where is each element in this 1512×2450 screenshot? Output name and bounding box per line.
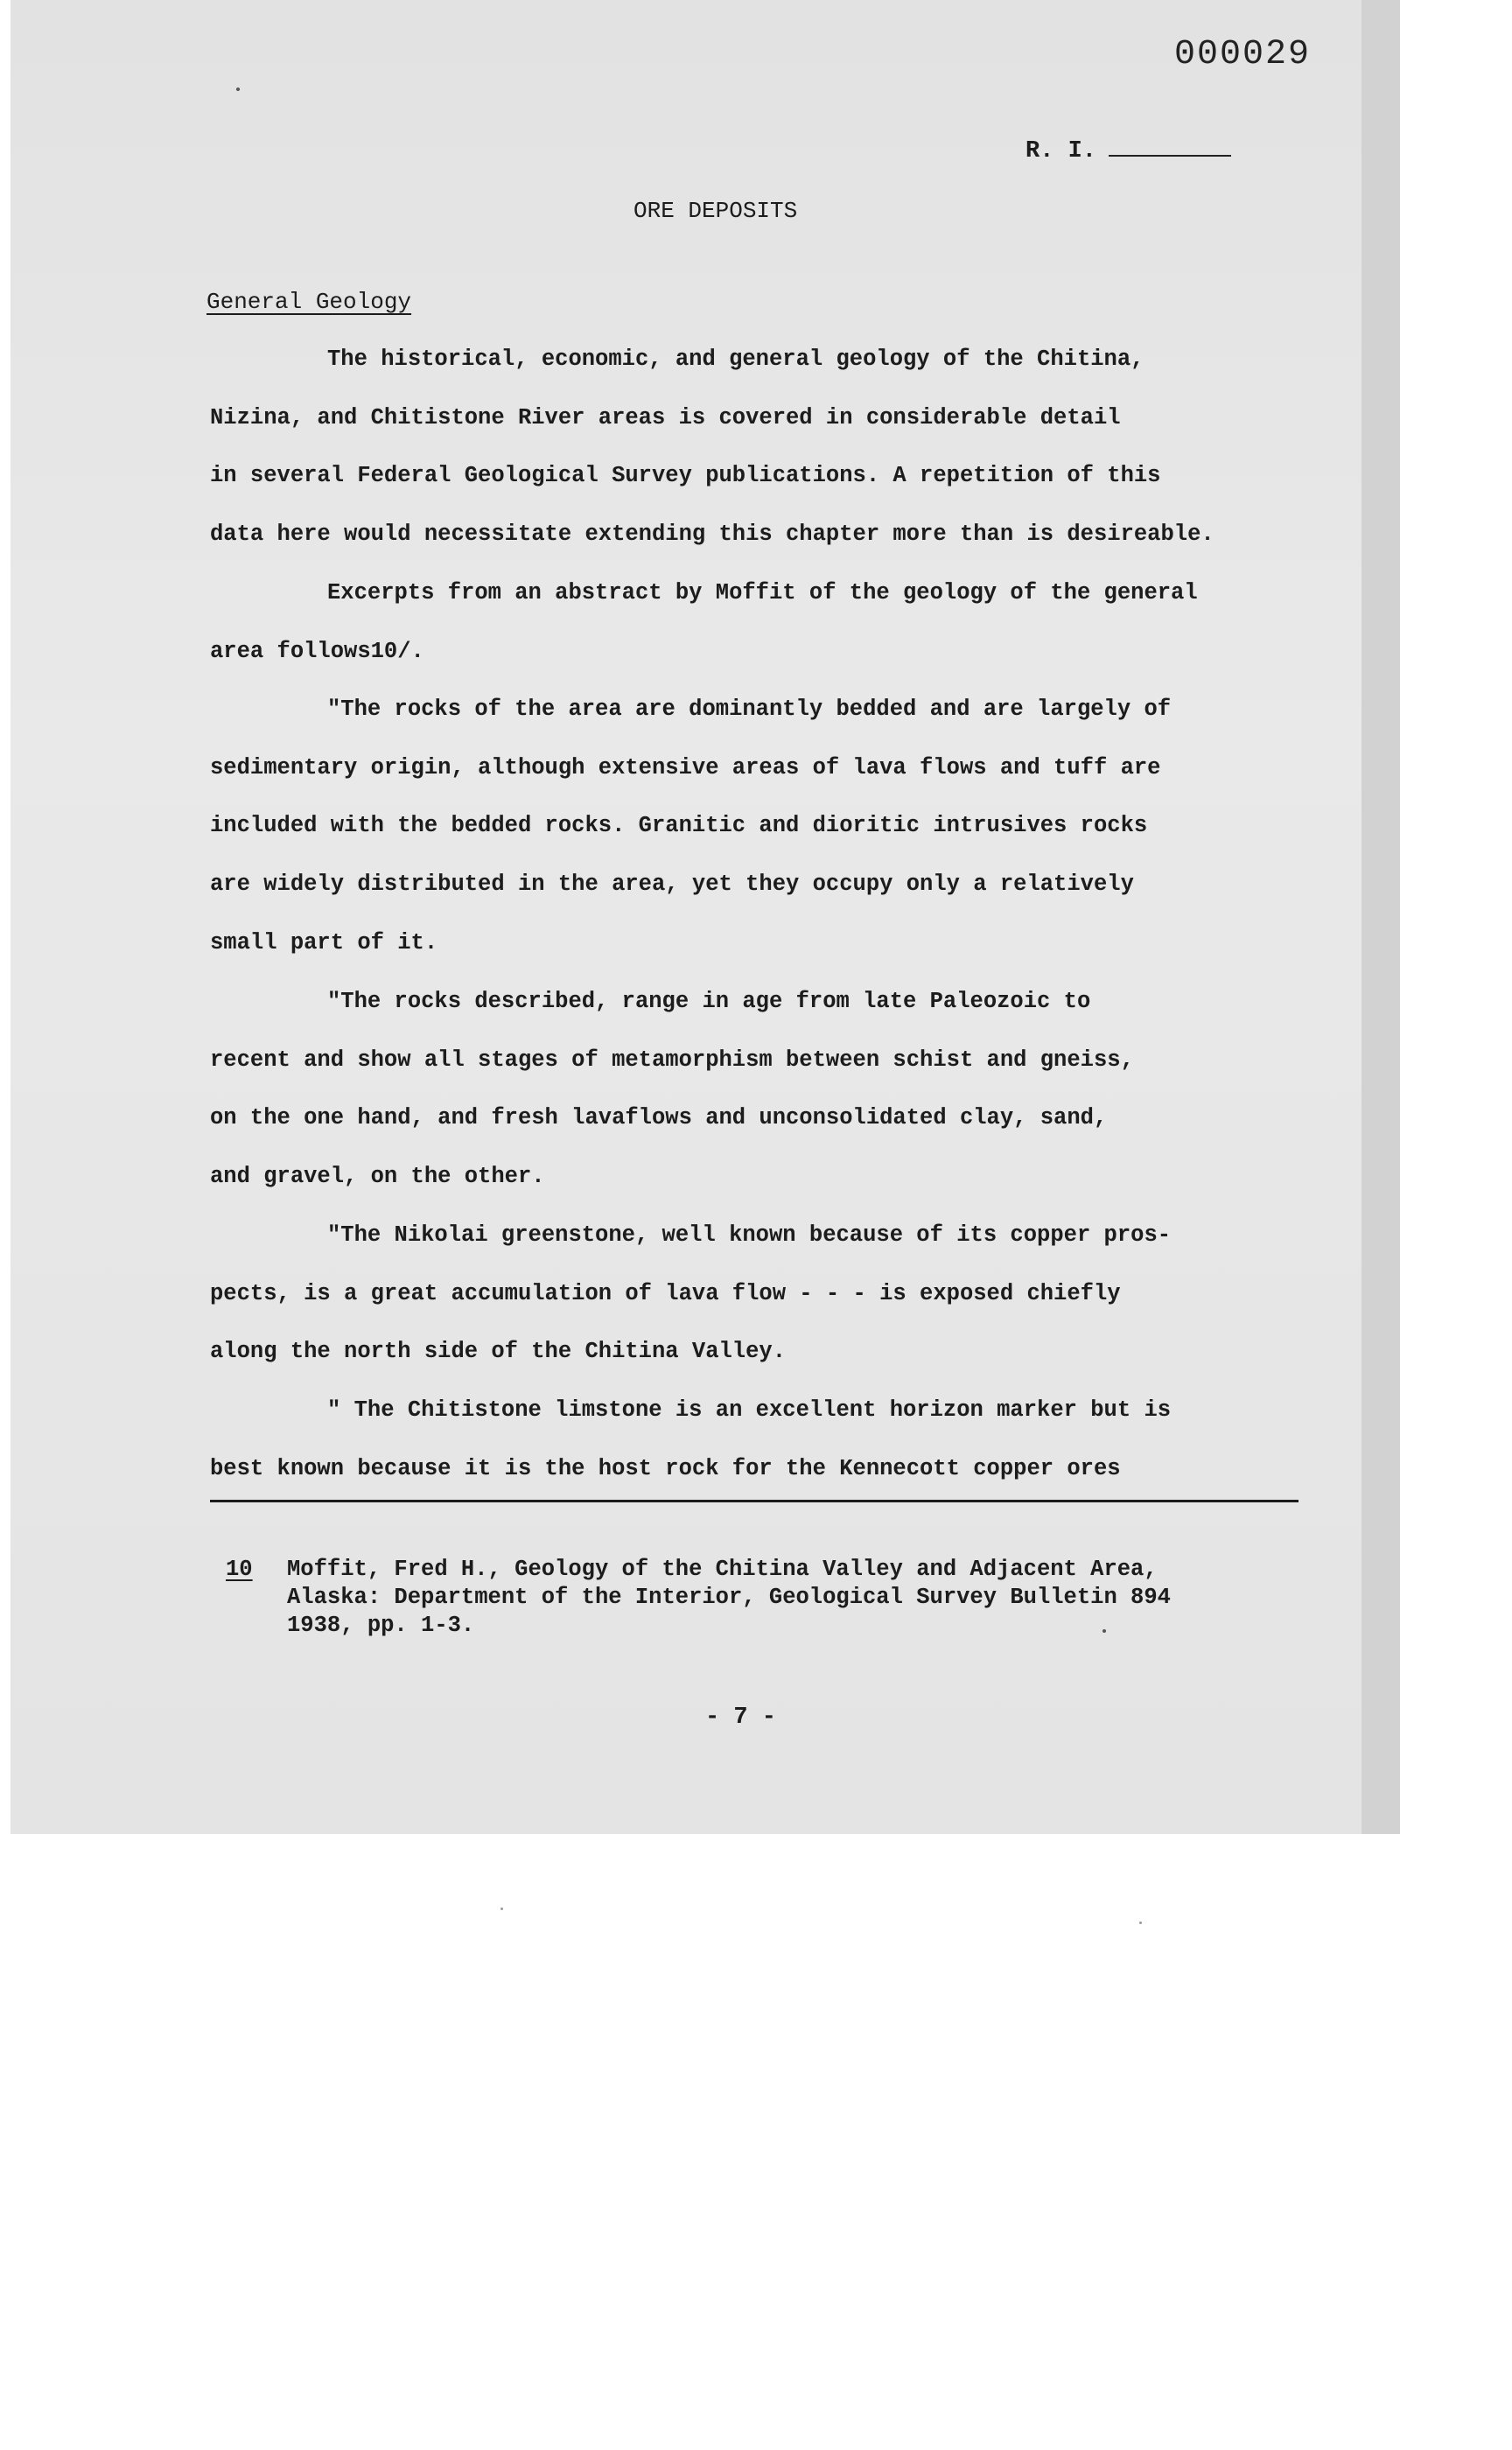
paragraph-line: Excerpts from an abstract by Moffit of the geology of the general (327, 580, 1198, 606)
paragraph-line: and gravel, on the other. (210, 1164, 545, 1190)
footnote-line: Moffit, Fred H., Geology of the Chitina Valley and Adjacent Area, (287, 1557, 1158, 1582)
scan-speck (1102, 1629, 1106, 1633)
scan-speck (1139, 1922, 1142, 1924)
paragraph-2 (210, 564, 1321, 681)
paragraph-line: on the one hand, and fresh lavaflows and unconsolidated clay, sand, (210, 1105, 1108, 1131)
paragraph-line: "The rocks described, range in age from late Paleozoic to (327, 989, 1091, 1014)
document-number: 000029 (1174, 35, 1312, 74)
paragraph-line: "The rocks of the area are dominantly bedded and are largely of (327, 696, 1172, 722)
scan-speck (236, 88, 240, 91)
paragraph-4 (210, 973, 1321, 1207)
page-number: - 7 - (705, 1704, 777, 1731)
paragraph-line: "The Nikolai greenstone, well known because of its copper pros- (327, 1222, 1172, 1248)
paragraph-6 (210, 1382, 1321, 1498)
footnote-text (287, 1556, 1171, 1640)
footnote-line: Alaska: Department of the Interior, Geological Survey Bulletin 894 (287, 1585, 1171, 1610)
ri-blank-line (1109, 155, 1231, 157)
paragraph-1 (210, 331, 1321, 564)
paragraph-line: recent and show all stages of metamorphism between schist and gneiss, (210, 1046, 1134, 1073)
ri-field (1026, 138, 1231, 164)
page-title: ORE DEPOSITS (634, 198, 798, 224)
paragraph-line: in several Federal Geological Survey publications. A repetition of this (210, 463, 1161, 489)
sheet-edge-shadow (1362, 0, 1400, 1834)
paragraph-line: The historical, economic, and general geology of the Chitina, (327, 346, 1144, 372)
footnote-divider (210, 1500, 1298, 1502)
paragraph-line: Nizina, and Chitistone River areas is covered in considerable detail (210, 404, 1121, 430)
paragraph-line: pects, is a great accumulation of lava flow - - - is exposed chiefly (210, 1280, 1121, 1306)
paragraph-line: included with the bedded rocks. Granitic and dioritic intrusives rocks (210, 813, 1148, 839)
paragraph-line: data here would necessitate extending this chapter more than is desireable. (210, 522, 1214, 548)
scan-speck (500, 1908, 503, 1910)
paragraph-3 (210, 681, 1321, 972)
paragraph-line: sedimentary origin, although extensive areas of lava flows and tuff are (210, 754, 1161, 780)
paragraph-line: are widely distributed in the area, yet they occupy only a relatively (210, 872, 1134, 898)
ri-label: R. I. (1026, 138, 1097, 164)
footnote-line: 1938, pp. 1-3. (287, 1613, 475, 1638)
paragraph-line: area follows10/. (210, 638, 424, 664)
paragraph-line: small part of it. (210, 929, 438, 956)
footnote-marker: 10 (226, 1557, 253, 1582)
paragraph-line: " The Chitistone limstone is an excellent horizon marker but is (327, 1397, 1172, 1423)
paragraph-line: best known because it is the host rock for the Kennecott copper ores (210, 1455, 1121, 1481)
paragraph-5 (210, 1207, 1321, 1382)
section-heading: General Geology (206, 289, 412, 315)
paragraph-line: along the north side of the Chitina Valley. (210, 1339, 787, 1365)
